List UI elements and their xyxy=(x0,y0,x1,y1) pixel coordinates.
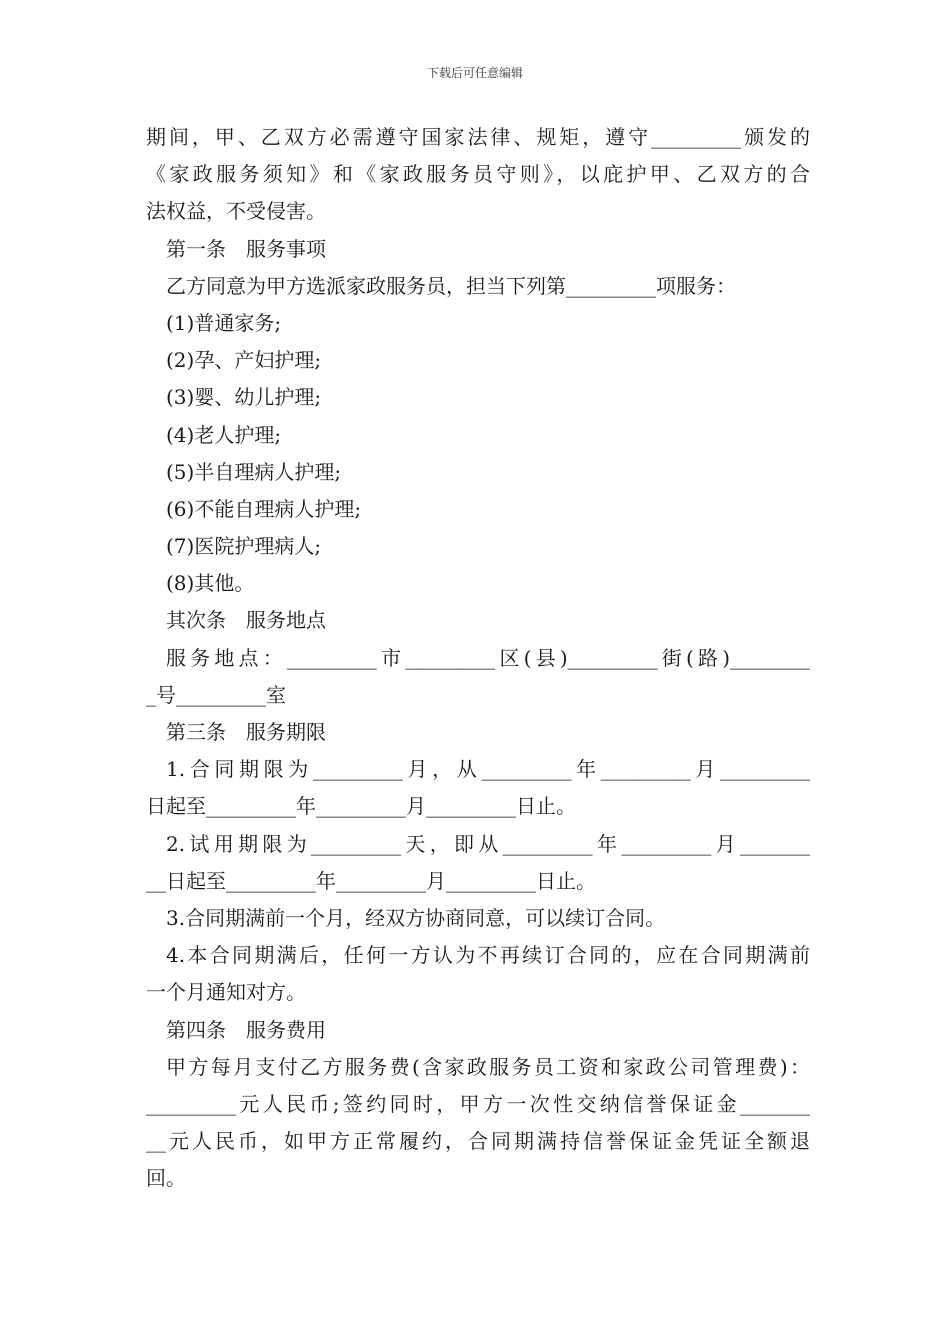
text-line: 1.合同期限为_________月，从_________年_________月_________ xyxy=(166,757,810,782)
text-line: (7)医院护理病人; xyxy=(166,534,322,559)
text-line: 期间，甲、乙双方必需遵守国家法律、规矩，遵守_________颁发的 xyxy=(146,125,810,149)
text-line: 回。 xyxy=(146,1166,186,1191)
text-line: (2)孕、产妇护理; xyxy=(166,348,322,373)
text-line: 第四条 服务费用 xyxy=(166,1017,326,1042)
text-line: 3.合同期满前一个月，经双方协商同意，可以续订合同。 xyxy=(166,905,666,930)
text-line: 法权益，不受侵害。 xyxy=(146,199,326,224)
text-line: (1)普通家务; xyxy=(166,310,282,335)
text-line: __日起至_________年_________月_________日止。 xyxy=(146,868,596,893)
text-line: 其次条 服务地点 xyxy=(166,608,326,633)
text-line: 第一条 服务事项 xyxy=(166,236,326,261)
text-line: 2.试用期限为_________天，即从_________年_________月_______ xyxy=(166,831,810,856)
text-line: 服务地点：_________市_________区(县)_________街(路)________ xyxy=(166,645,810,670)
text-line: (5)半自理病人护理; xyxy=(166,459,342,484)
text-line: (4)老人护理; xyxy=(166,422,282,447)
text-line: (3)婴、幼儿护理; xyxy=(166,385,322,410)
text-line: _________元人民币;签约同时，甲方一次性交纳信誉保证金_______ xyxy=(146,1091,810,1116)
text-line: 一个月通知对方。 xyxy=(146,980,306,1005)
text-line: 4.本合同期满后，任何一方认为不再续订合同的，应在合同期满前 xyxy=(166,943,810,968)
text-line: (8)其他。 xyxy=(166,571,255,596)
text-line: _号_________室 xyxy=(146,682,286,707)
text-line: 《家政服务须知》和《家政服务员守则》，以庇护甲、乙双方的合 xyxy=(146,162,810,187)
page-header: 下载后可任意编辑 xyxy=(426,66,523,80)
text-line: (6)不能自理病人护理; xyxy=(166,496,362,521)
text-line: 第三条 服务期限 xyxy=(166,720,326,744)
text-line: 乙方同意为甲方选派家政服务员，担当下列第_________项服务： xyxy=(166,273,736,298)
document-body xyxy=(146,119,810,1197)
text-line: 日起至_________年_________月_________日止。 xyxy=(146,794,576,819)
text-line: __元人民币，如甲方正常履约，合同期满持信誉保证金凭证全额退 xyxy=(146,1129,810,1154)
text-line: 甲方每月支付乙方服务费(含家政服务员工资和家政公司管理费)： xyxy=(166,1054,810,1079)
